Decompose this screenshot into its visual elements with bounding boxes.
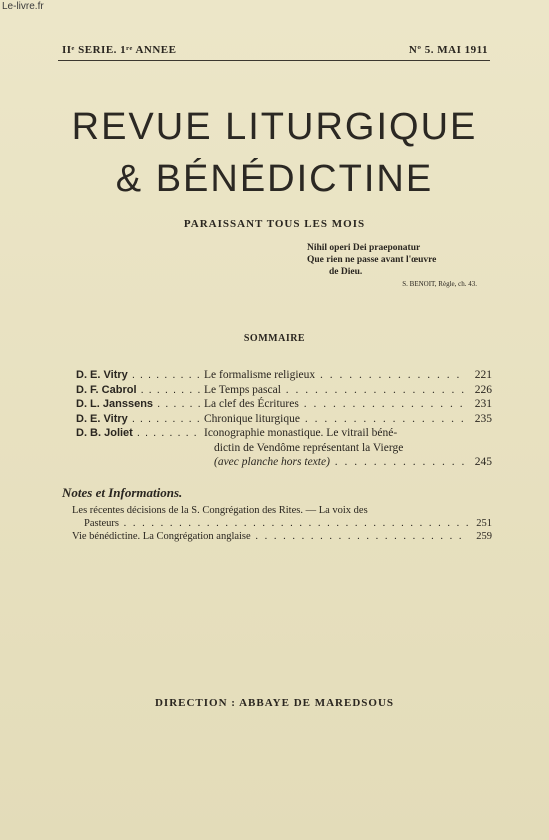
toc-title-line1: Iconographie monastique. Le vitrail béné- (204, 427, 398, 439)
motto-line3: de Dieu. (329, 267, 363, 277)
toc-page: 221 (474, 369, 492, 381)
header-rule (58, 60, 490, 61)
toc-author: D. L. Janssens . . . (76, 397, 201, 412)
note-text-line1: Les récentes décisions de la S. Congrégation des Rites. — La voix des (72, 505, 368, 516)
toc-title: La clef des Écritures . . . (204, 397, 466, 412)
motto (307, 242, 497, 290)
toc-title: Chronique liturgique . . . (204, 412, 466, 427)
toc-title: Le Temps pascal . . . (204, 383, 466, 398)
motto-line2: Que rien ne passe avant l'œuvre (307, 255, 437, 265)
note-page: 259 (476, 531, 492, 542)
toc-title-line2: dictin de Vendôme représentant la Vierge (214, 441, 404, 454)
note-item (72, 530, 492, 543)
toc-author: D. F. Cabrol . . . (76, 383, 201, 398)
toc-title-line3: (avec planche hors texte) . . . (204, 455, 466, 470)
note-page: 251 (476, 518, 492, 529)
issue-label: Nº 5. MAI 1911 (408, 44, 488, 56)
toc-author: D. E. Vitry . . . (76, 368, 201, 383)
journal-title-line1: REVUE LITURGIQUE (71, 106, 478, 148)
toc-author: D. B. Joliet . . . (76, 426, 201, 441)
series-label: IIᵉ SERIE. 1ʳᵉ ANNEE (62, 44, 177, 56)
note-text-line2: Pasteurs . . . (72, 517, 474, 530)
notes-list (72, 504, 492, 543)
toc-page: 235 (474, 412, 492, 425)
direction-footer: DIRECTION : ABBAYE DE MAREDSOUS (154, 697, 395, 709)
watermark: Le-livre.fr (2, 1, 44, 12)
toc-page: 245 (474, 456, 492, 468)
motto-citation: S. BENOIT, Règle, ch. 43. (402, 280, 477, 288)
toc-entry (76, 368, 492, 383)
toc-entry (76, 397, 492, 412)
toc-page: 231 (474, 398, 492, 410)
toc-page: 226 (474, 383, 492, 396)
toc-title: Le formalisme religieux . . . (204, 368, 466, 383)
sommaire-heading: SOMMAIRE (243, 333, 306, 344)
note-text-line1: Vie bénédictine. La Congrégation anglaise . . . (72, 530, 462, 543)
table-of-contents (76, 368, 492, 471)
toc-entry (76, 383, 492, 398)
notes-heading: Notes et Informations. (62, 485, 183, 500)
note-item (72, 504, 492, 530)
journal-title-line2: & BÉNÉDICTINE (115, 158, 434, 200)
toc-entry (76, 426, 492, 471)
toc-author: D. E. Vitry . . . (76, 412, 201, 427)
toc-entry (76, 412, 492, 427)
journal-subtitle: PARAISSANT TOUS LES MOIS (183, 218, 366, 230)
motto-line1: Nihil operi Dei praeponatur (307, 243, 421, 253)
